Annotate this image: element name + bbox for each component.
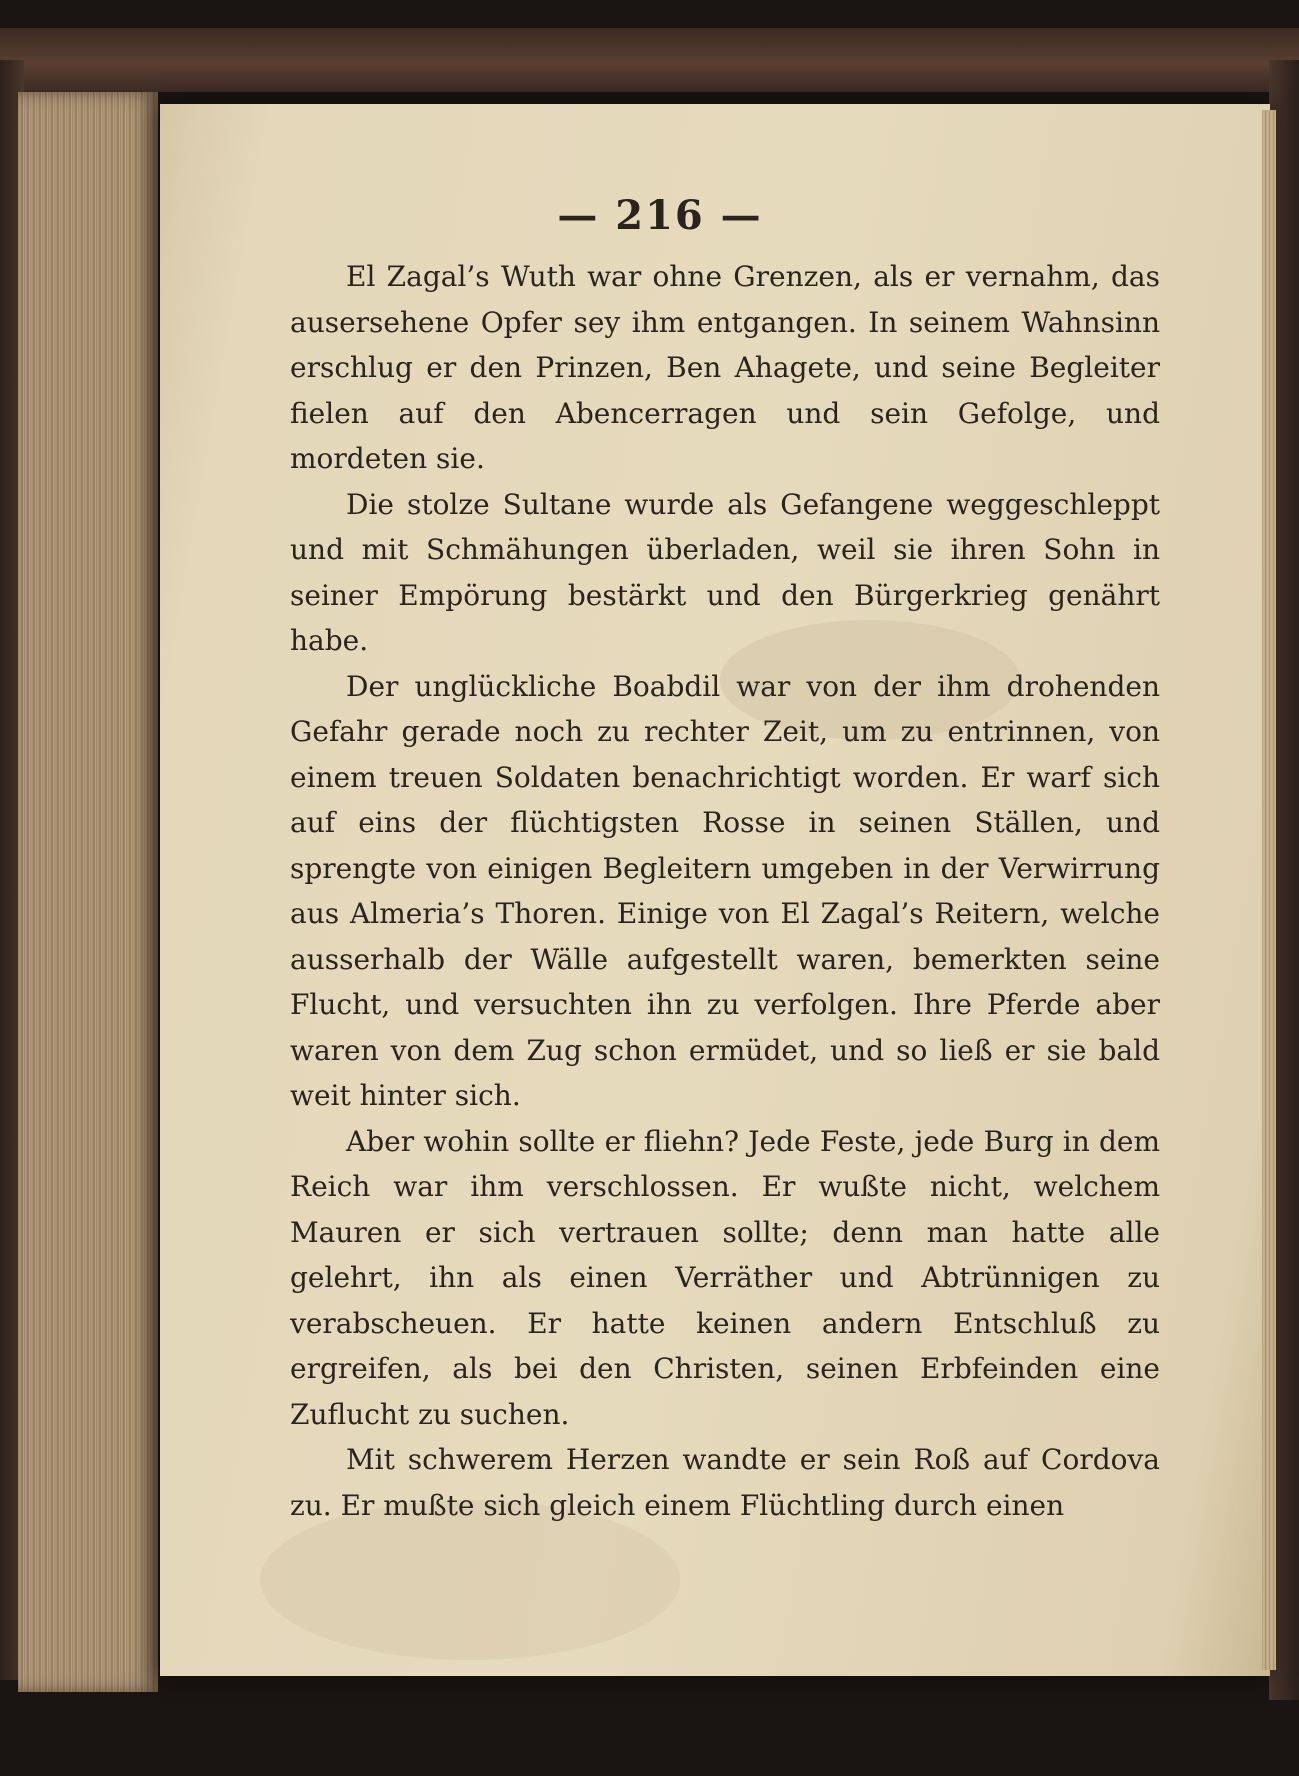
paragraph: Die stolze Sultane wurde als Gefangene weggeschleppt und mit Schmähungen überladen, weil sie ihren Sohn in seiner Empörung bestärkt und den Bürgerkrieg genährt habe. (290, 487, 1160, 657)
book-page (170, 104, 1260, 1676)
paragraph: Aber wohin sollte er fliehn? Jede Feste, jede Burg in dem Reich war ihm verschlossen. Er wußte nicht, welchem Mauren er sich vertrauen sollte; denn man hatte alle gelehrt, ihn als einen Verräther und Abtrünnigen zu verabscheuen. Er hatte keinen andern Entschluß zu ergreifen, als bei den Christen, seinen Erbfeinden eine Zuflucht zu suchen. (290, 1124, 1160, 1431)
body-text (290, 254, 1160, 1528)
paragraph: Der unglückliche Boabdil war von der ihm drohenden Gefahr gerade noch zu rechter Zeit, um zu entrinnen, von einem treuen Soldaten benachrichtigt worden. Er warf sich auf eins der flüchtigsten Rosse in seinen Ställen, und sprengte von einigen Begleitern umgeben in der Verwirrung aus Almeria’s Thoren. Einige von El Zagal’s Reitern, welche ausserhalb der Wälle aufgestellt waren, bemerkten seine Flucht, und versuchten ihn zu verfolgen. Ihre Pferde aber waren von dem Zug schon ermüdet, und so ließ er sie bald weit hinter sich. (290, 669, 1160, 1112)
page-edge-right (1262, 110, 1276, 1670)
paragraph: Mit schwerem Herzen wandte er sein Roß auf Cordova zu. Er mußte sich gleich einem Flüchtling durch einen (290, 1443, 1160, 1522)
page-number: — 216 — (557, 192, 763, 239)
page-stack-edges (18, 92, 158, 1692)
paragraph: El Zagal’s Wuth war ohne Grenzen, als er vernahm, das ausersehene Opfer sey ihm entgangen. In seinem Wahnsinn erschlug er den Prinzen, Ben Ahagete, und seine Begleiter fielen auf den Abencerragen und sein Gefolge, und mordeten sie. (290, 260, 1160, 475)
book-cover-top (0, 28, 1299, 92)
